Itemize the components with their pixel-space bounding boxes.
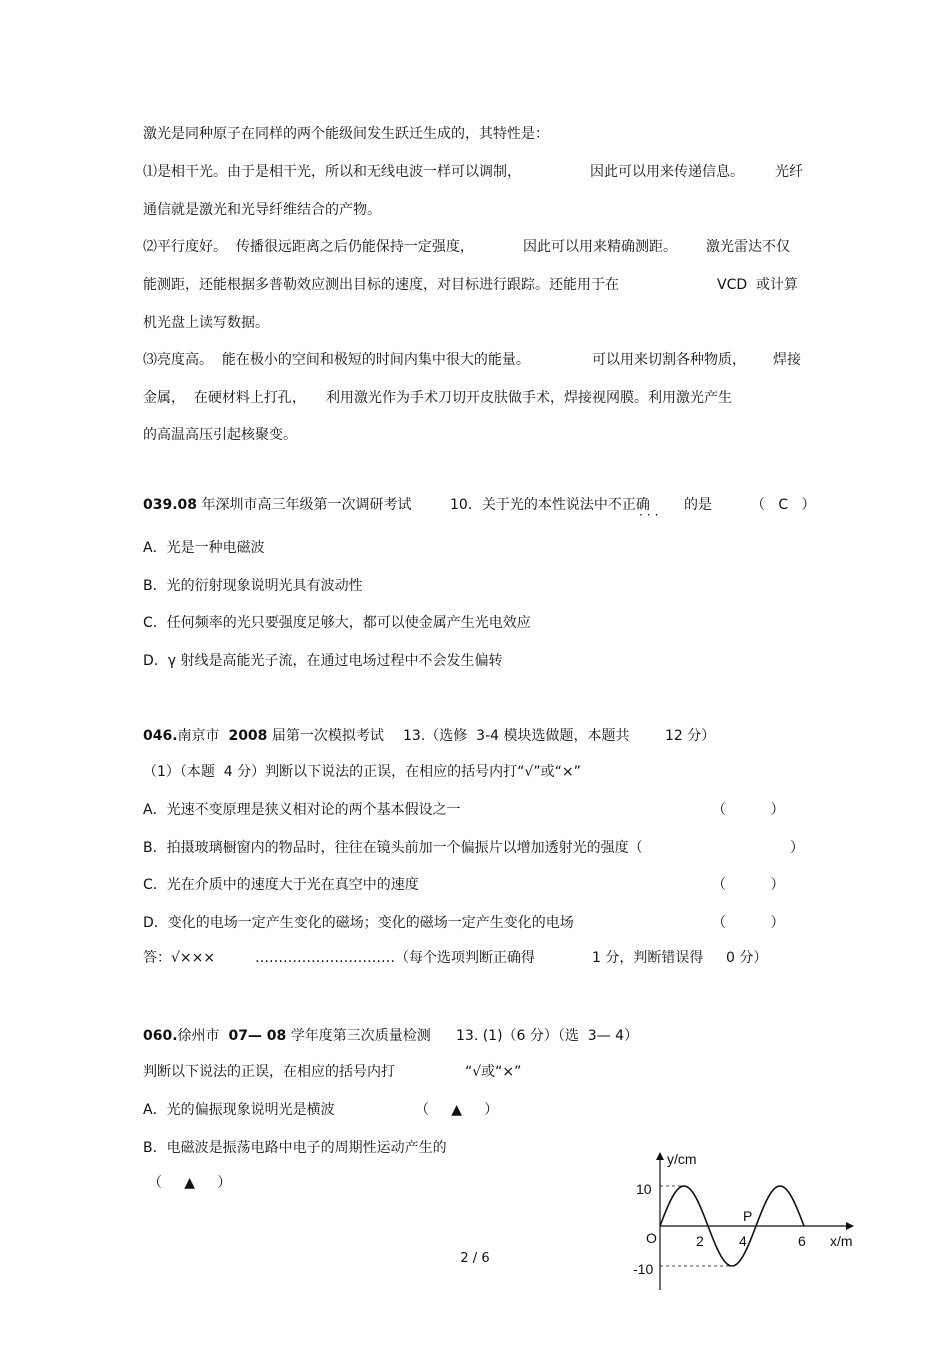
q046-option-a-bracket: （ ） [712, 802, 785, 818]
q039-option-b: B．光的衍射现象说明光具有波动性 [143, 578, 363, 594]
q039-option-d: D．γ 射线是高能光子流，在通过电场过程中不会发生偏转 [143, 653, 503, 669]
intro-line-7b: 可以用来切割各种物质， [592, 352, 746, 368]
q046-score: 12 分） [665, 728, 716, 744]
q060-option-a: A．光的偏振现象说明光是横波 [143, 1102, 335, 1118]
q039-answer: （ C ） [751, 497, 816, 513]
q060-subquestion: 判断以下说法的正误，在相应的括号内打 [143, 1064, 395, 1080]
q046-option-d-bracket: （ ） [712, 915, 785, 931]
intro-line-7a: ⑶亮度高。 能在极小的空间和极短的时间内集中很大的能量。 [143, 352, 530, 368]
q039-title: 年深圳市高三年级第一次调研考试 [197, 497, 412, 513]
wave-graph [625, 1145, 865, 1295]
intro-line-2c: 光纤 [775, 164, 803, 180]
intro-line-3: 通信就是激光和光导纤维结合的产物。 [143, 202, 381, 218]
q046-year: 2008 [228, 728, 268, 744]
emphasis-dots: ··· [639, 508, 663, 522]
x-axis-label: x/m [830, 1233, 853, 1249]
q046-title: 届第一次模拟考试 [267, 728, 384, 744]
intro-line-6: 机光盘上读写数据。 [143, 315, 269, 331]
q046-subquestion: （1）（本题 4 分）判断以下说法的正误，在相应的括号内打“√”或“×” [143, 764, 581, 780]
page-number: 2 / 6 [460, 1251, 490, 1266]
q039-stem-end: 的是 [684, 497, 712, 513]
q060-subquestion-end: “√或“×” [465, 1064, 522, 1080]
q046-answer-scoring: …………………………（每个选项判断正确得 [255, 950, 535, 966]
x-tick-2: 2 [696, 1233, 704, 1249]
q060-option-b: B．电磁波是振荡电路中电子的周期性运动产生的 [143, 1140, 447, 1156]
q060-header [143, 1026, 431, 1046]
q046-option-a: A．光速不变原理是狭义相对论的两个基本假设之一 [143, 802, 461, 818]
q046-option-d: D．变化的电场一定产生变化的磁场；变化的磁场一定产生变化的电场 [143, 915, 574, 931]
q046-answer-scoring-2: 1 分，判断错误得 [592, 950, 704, 966]
point-p-label: P [743, 1208, 753, 1224]
intro-line-4b: 因此可以用来精确测距。 [523, 239, 677, 255]
q039-stem: 10．关于光的本性说法中不正确 [450, 497, 650, 513]
intro-line-5a: 能测距，还能根据多普勒效应测出目标的速度，对目标进行跟踪。还能用于在 [143, 277, 619, 293]
intro-line-7c: 焊接 [773, 352, 801, 368]
q060-option-b-bracket: （ ▲ ） [148, 1175, 232, 1191]
q046-header [143, 726, 384, 746]
x-tick-6: 6 [798, 1233, 806, 1249]
q046-option-b: B．拍摄玻璃橱窗内的物品时，往往在镜头前加一个偏振片以增加透射光的强度（ [143, 840, 643, 856]
q039-number: 039.08 [143, 497, 198, 513]
q046-option-b-bracket: ） [790, 840, 804, 856]
intro-line-4c: 激光雷达不仅 [706, 239, 790, 255]
y-tick-10: 10 [636, 1181, 652, 1197]
q060-number: 060. [143, 1028, 178, 1044]
intro-line-8b: 利用激光作为手术刀切开皮肤做手术，焊接视网膜。利用激光产生 [326, 390, 732, 406]
y-tick-neg10: -10 [633, 1261, 654, 1277]
intro-line-8a: 金属， 在硬材料上打孔， [143, 390, 306, 406]
intro-line-1: 激光是同种原子在同样的两个能级间发生跃迁生成的，其特性是： [143, 126, 549, 142]
intro-line-4a: ⑵平行度好。 传播很远距离之后仍能保持一定强度， [143, 239, 474, 255]
x-tick-4: 4 [739, 1233, 747, 1249]
q046-number: 046. [143, 728, 178, 744]
intro-line-2b: 因此可以用来传递信息。 [590, 164, 744, 180]
q039-option-c: C．任何频率的光只要强度足够大，都可以使金属产生光电效应 [143, 615, 531, 631]
q060-title: 学年度第三次质量检测 [286, 1028, 431, 1044]
q046-city: 南京市 [177, 728, 220, 744]
intro-line-9: 的高温高压引起核聚变。 [143, 427, 297, 443]
q039-header [143, 495, 411, 515]
q060-option-a-bracket: （ ▲ ） [415, 1102, 499, 1118]
q060-city: 徐州市 [177, 1028, 220, 1044]
q060-stem: 13. (1)（6 分）（选 3— 4） [456, 1028, 639, 1044]
origin-label: O [646, 1230, 657, 1246]
q046-answer: 答：√××× [143, 950, 216, 966]
q060-year: 07— 08 [228, 1028, 287, 1044]
q046-option-c-bracket: （ ） [712, 877, 785, 893]
intro-line-5b: VCD 或计算 [717, 277, 799, 293]
q039-option-a: A．光是一种电磁波 [143, 540, 265, 556]
q046-stem: 13.（选修 3-4 模块选做题，本题共 [403, 728, 630, 744]
intro-line-2a: ⑴是相干光。由于是相干光，所以和无线电波一样可以调制， [143, 164, 521, 180]
q046-option-c: C．光在介质中的速度大于光在真空中的速度 [143, 877, 419, 893]
y-axis-label: y/cm [667, 1151, 697, 1167]
q046-answer-scoring-3: 0 分） [726, 950, 768, 966]
